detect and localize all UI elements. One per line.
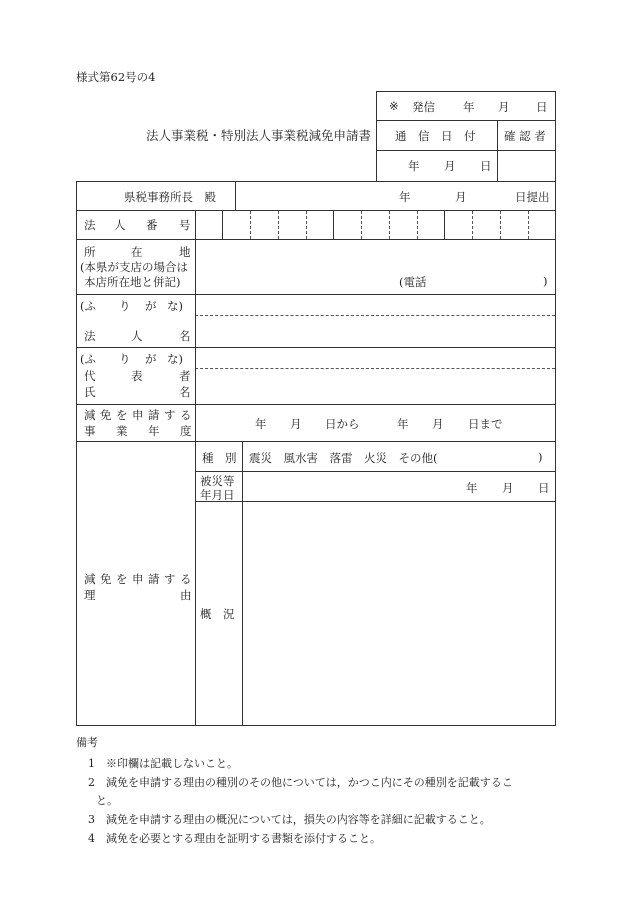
corp-number-label-4: 号 <box>179 218 191 232</box>
furigana-label-2d: な) <box>167 352 183 366</box>
office-sent-day: 日 <box>536 100 548 114</box>
address-label-1: 所 <box>84 245 96 259</box>
address-note-1: (本県が支店の場合は <box>80 260 188 274</box>
comm-date-day: 日 <box>480 159 492 173</box>
corp-number-label-2: 人 <box>114 218 126 232</box>
fiscal-to-day: 日まで <box>468 417 503 431</box>
note-item-1: 1 ※印欄は記載しないこと。 <box>88 757 238 770</box>
furigana-label-2b: り <box>119 352 131 366</box>
office-sent-year: 年 <box>463 100 475 114</box>
disaster-date-day: 日 <box>538 481 550 495</box>
corp-number-field[interactable] <box>223 211 555 239</box>
disaster-date-label-1: 被災等 <box>200 474 235 488</box>
reason-char: 減 <box>84 572 96 586</box>
notes-heading: 備考 <box>76 736 98 749</box>
fiscal-char: 業 <box>116 424 128 438</box>
furigana-label-1c: が <box>145 299 157 313</box>
corp-name-furigana-field[interactable] <box>196 295 555 315</box>
type-label: 種 別 <box>202 451 237 465</box>
corp-name-label-2: 人 <box>131 329 143 343</box>
fiscal-char: 請 <box>148 408 160 422</box>
disaster-date-month: 月 <box>502 481 514 495</box>
disaster-types: 震災 風水害 落雷 火災 その他( <box>249 451 438 465</box>
phone-close: ) <box>543 274 548 288</box>
fiscal-from-month: 月 <box>290 417 302 431</box>
submit-day: 日提出 <box>515 190 550 204</box>
note-item-3: 3 減免を申請する理由の概況については，損失の内容等を詳細に記載すること。 <box>88 813 491 826</box>
overview-field[interactable] <box>243 502 555 725</box>
fiscal-char: 減 <box>84 408 96 422</box>
rep-label-2b: 名 <box>179 385 191 399</box>
corp-number-label-3: 番 <box>146 218 158 232</box>
fiscal-to-year: 年 <box>397 417 409 431</box>
fiscal-from-year: 年 <box>255 417 267 431</box>
comm-date-label: 通 信 日 付 <box>395 129 476 143</box>
rep-label-1a: 代 <box>84 369 96 383</box>
address-label-3: 地 <box>179 245 191 259</box>
addressee-label: 県税事務所長 殿 <box>124 190 216 204</box>
address-note-2: 本店所在地と併記) <box>84 275 181 289</box>
furigana-label-2c: が <box>145 352 157 366</box>
furigana-label-1d: な) <box>167 299 183 313</box>
disaster-date-year: 年 <box>466 481 478 495</box>
rep-label-2a: 氏 <box>84 385 96 399</box>
furigana-label-1a: (ふ <box>80 299 96 313</box>
confirmer-label: 確 認 者 <box>504 129 546 143</box>
fiscal-char: 年 <box>148 424 160 438</box>
fiscal-char: 免 <box>100 408 112 422</box>
corp-number-label-1: 法 <box>84 218 96 232</box>
type-other-field[interactable] <box>450 446 536 466</box>
disaster-types-close: ) <box>538 450 543 464</box>
fiscal-char: る <box>180 408 192 422</box>
reason-char: を <box>116 572 128 586</box>
address-field[interactable] <box>196 240 555 294</box>
reason-char: 請 <box>148 572 160 586</box>
fiscal-char: 度 <box>180 424 192 438</box>
fiscal-char: 事 <box>84 424 96 438</box>
overview-label: 概 況 <box>200 607 235 621</box>
furigana-label-2a: (ふ <box>80 352 96 366</box>
note-item-2-cont: と。 <box>96 794 118 807</box>
form-number: 様式第62号の4 <box>76 70 156 84</box>
rep-label-1b: 表 <box>131 369 143 383</box>
rep-label-1c: 者 <box>179 369 191 383</box>
fiscal-to-month: 月 <box>432 417 444 431</box>
office-sent-month: 月 <box>498 100 510 114</box>
reason-char: す <box>164 572 176 586</box>
fiscal-from-day: 日から <box>325 417 360 431</box>
disaster-date-label-2: 年月日 <box>200 488 235 502</box>
corp-name-label-1: 法 <box>84 329 96 343</box>
note-item-4: 4 減免を必要とする理由を証明する書類を添付すること。 <box>88 832 381 845</box>
submit-month: 月 <box>455 190 467 204</box>
form-title: 法人事業税・特別法人事業税減免申請書 <box>146 128 372 143</box>
rep-name-field[interactable] <box>196 369 555 404</box>
reason-label-2a: 理 <box>84 588 96 602</box>
corp-name-field[interactable] <box>196 316 555 347</box>
note-item-2: 2 減免を申請する理由の種別のその他については，かつこ内にその種別を記載するこ <box>88 776 513 789</box>
rep-furigana-field[interactable] <box>196 348 555 368</box>
reason-char: 申 <box>132 572 144 586</box>
comm-date-month: 月 <box>444 159 456 173</box>
furigana-label-1b: り <box>119 299 131 313</box>
submit-year: 年 <box>399 190 411 204</box>
comm-date-year: 年 <box>408 159 420 173</box>
phone-label: (電話 <box>399 275 427 289</box>
corp-name-label-3: 名 <box>179 329 191 343</box>
reason-char: 免 <box>100 572 112 586</box>
office-sent-label: 発信 <box>412 100 435 114</box>
fiscal-char: す <box>164 408 176 422</box>
address-label-2: 在 <box>131 245 143 259</box>
reason-label-2b: 由 <box>180 588 192 602</box>
office-mark: ※ <box>389 99 399 113</box>
fiscal-char: 申 <box>132 408 144 422</box>
reason-char: る <box>180 572 192 586</box>
fiscal-char: を <box>116 408 128 422</box>
